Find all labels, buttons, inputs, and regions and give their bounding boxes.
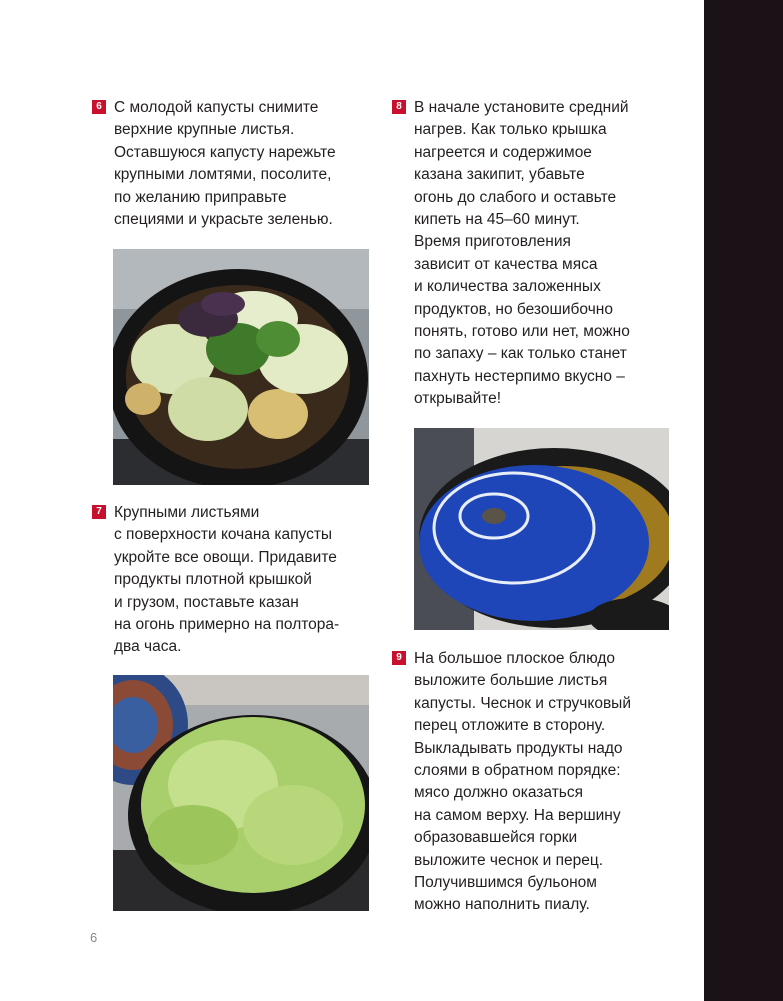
- step-text: Крупными листьями с поверхности кочана капусты укройте все овощи. Придавите продукты плотной крышкой и грузом, поставьте казан на огонь примерно на полтора- два часа.: [114, 504, 340, 656]
- photo-sliced-cabbage: [113, 249, 369, 485]
- step-number-badge: 6: [92, 100, 106, 114]
- step-number-badge: 7: [92, 505, 106, 519]
- step-7: [92, 502, 382, 659]
- step-6: [92, 97, 382, 231]
- step-number-badge: 9: [392, 651, 406, 665]
- step-8: [392, 97, 682, 411]
- step-number-badge: 8: [392, 100, 406, 114]
- step-text: На большое плоское блюдо выложите большие листья капусты. Чеснок и стручковый перец отложите в сторону. Выкладывать продукты надо слоями в обратном порядке: мясо должно оказаться на самом верху. На вершину образовавшейся горки выложите чеснок и перец. Получившимся бульоном можно наполнить пиалу.: [414, 650, 631, 914]
- photo-cabbage-leaves: [113, 675, 369, 911]
- step-text: В начале установите средний нагрев. Как только крышка нагреется и содержимое казана закипит, убавьте огонь до слабого и оставьте кипеть на 45–60 минут. Время приготовления зависит от качества мяса и количества заложенных продуктов, но безошибочно понять, готово или нет, можно по запаху – как только станет пахнуть нестерпимо вкусно – открывайте!: [414, 99, 630, 408]
- step-text: С молодой капусты снимите верхние крупные листья. Оставшуюся капусту нарежьте крупными ломтями, посолите, по желанию приправьте специями и украсьте зеленью.: [114, 99, 336, 229]
- page-number: 6: [90, 930, 98, 945]
- step-9: [392, 648, 682, 917]
- dark-page-edge: [704, 0, 783, 1001]
- photo-blue-lid: [414, 428, 669, 630]
